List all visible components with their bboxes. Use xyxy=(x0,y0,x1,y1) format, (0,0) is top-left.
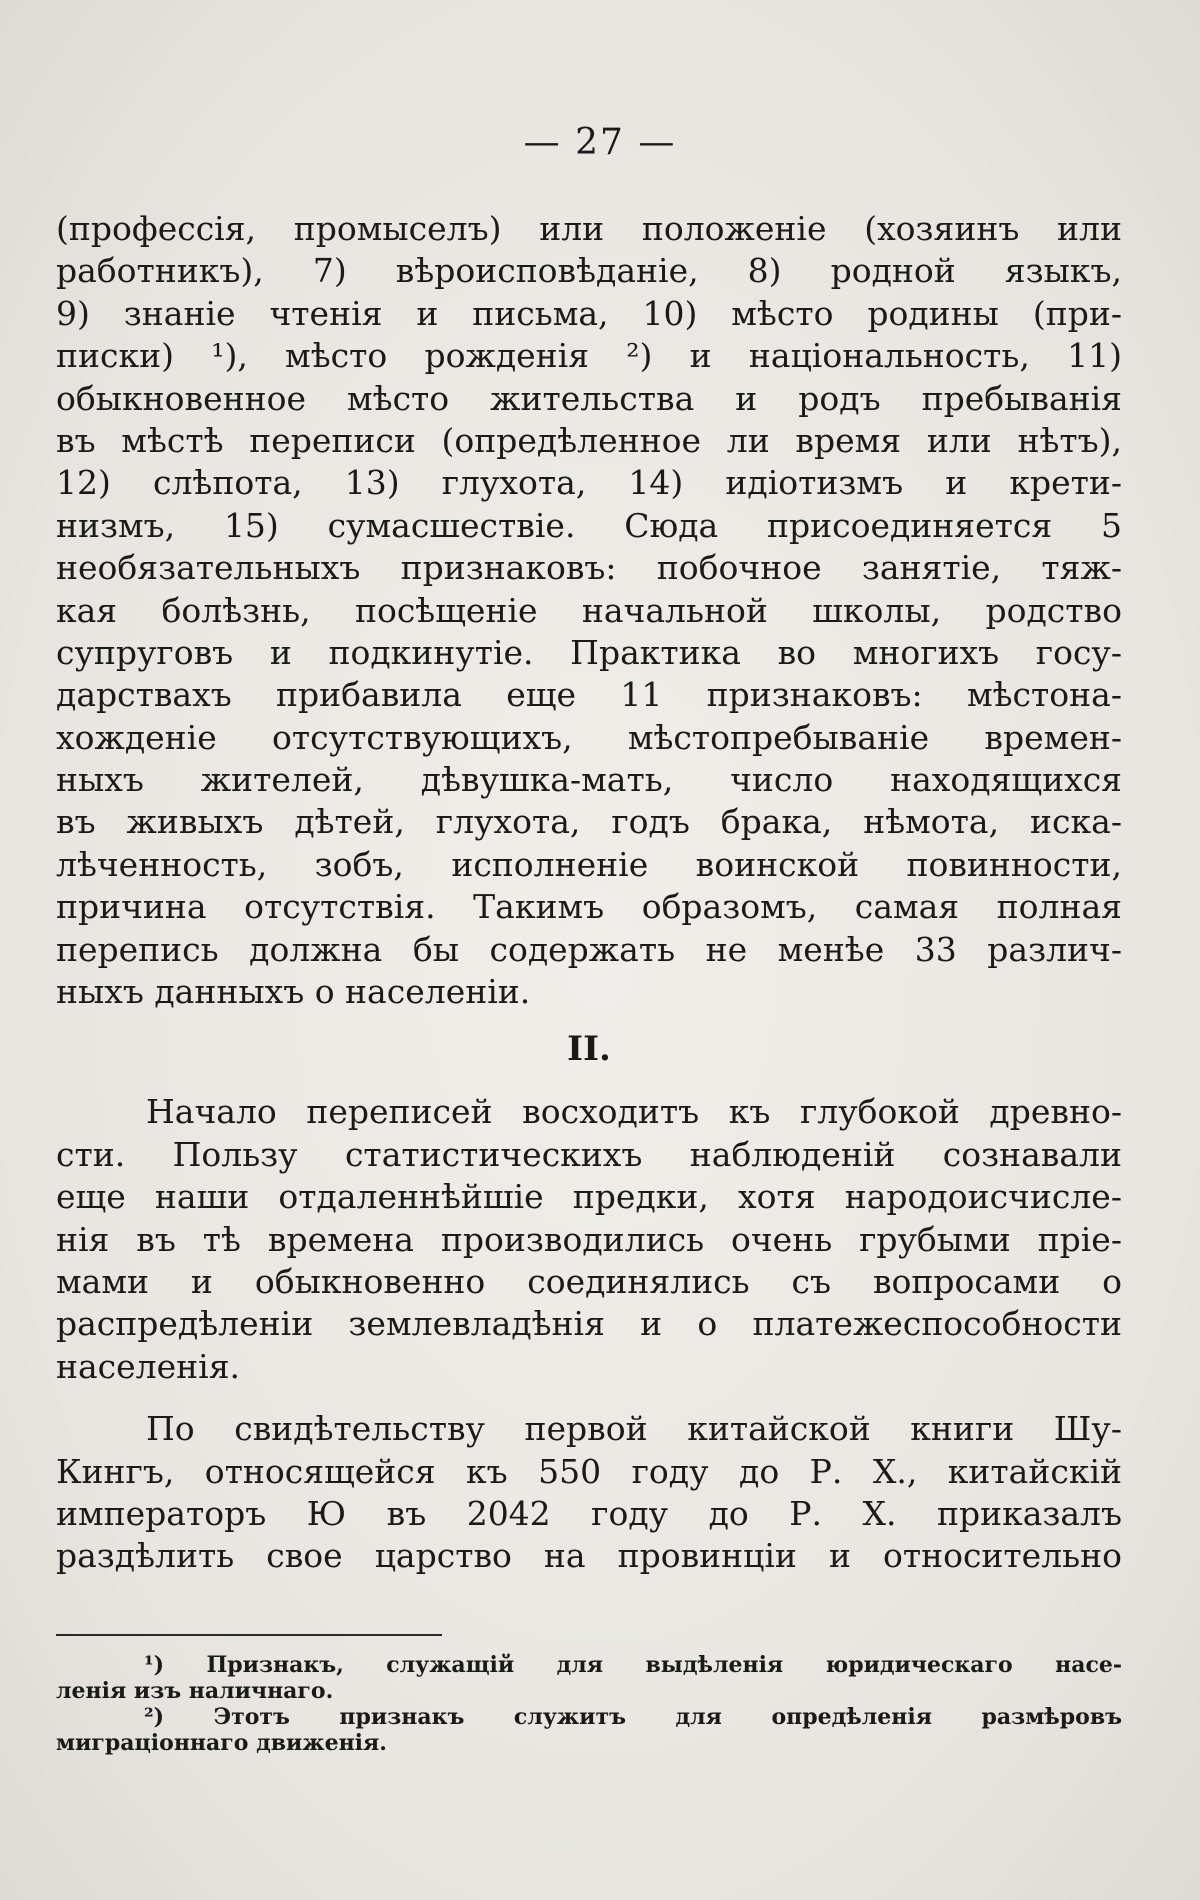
text-line: ныхъ жителей, дѣвушка-мать, число находящихся xyxy=(56,760,1122,800)
page-number: — 27 — xyxy=(523,122,677,163)
text-line: супруговъ и подкинутіе. Практика во многихъ госу- xyxy=(56,632,1122,672)
text-line: перепись должна бы содержать не менѣе 33 различ- xyxy=(56,929,1122,969)
text-line: Начало переписей восходитъ къ глубокой древно- xyxy=(146,1092,1122,1132)
text-line: дарствахъ прибавила еще 11 признаковъ: мѣстона- xyxy=(56,675,1122,715)
text-line: еще наши отдаленнѣйшіе предки, хотя народоисчисле- xyxy=(56,1177,1122,1217)
section2-paragraph-2 xyxy=(56,1408,1122,1578)
text-line: необязательныхъ признаковъ: побочное занятіе, тяж- xyxy=(56,548,1122,588)
text-line: обыкновенное мѣсто жительства и родъ пребыванія xyxy=(56,378,1122,418)
text-line: кая болѣзнь, посѣщеніе начальной школы, родство xyxy=(56,590,1122,630)
text-line: распредѣленіи землевладѣнія и о платежеспособности xyxy=(56,1304,1122,1344)
text-line: писки) ¹), мѣсто рожденія ²) и національность, 11) xyxy=(56,336,1122,376)
footnote-line: ²) Этотъ признакъ служитъ для опредѣленія размѣровъ xyxy=(144,1704,1122,1730)
text-line: лѣченность, зобъ, исполненіе воинской повинности, xyxy=(56,844,1122,884)
text-line: причина отсутствія. Такимъ образомъ, самая полная xyxy=(56,887,1122,927)
text-line: ныхъ данныхъ о населеніи. xyxy=(56,972,531,1012)
text-line: (профессія, промыселъ) или положеніе (хозяинъ или xyxy=(56,209,1122,248)
paragraph-gap xyxy=(56,1388,1122,1408)
main-text xyxy=(56,208,1122,1578)
footnote-rule xyxy=(56,1634,442,1636)
text-line: мами и обыкновенно соединялись съ вопросами о xyxy=(56,1261,1122,1301)
footnote-line: ¹) Признакъ, служащій для выдѣленія юридическаго насе- xyxy=(144,1652,1122,1678)
text-line: низмъ, 15) сумасшествіе. Сюда присоединяется 5 xyxy=(56,505,1122,545)
text-line: въ мѣстѣ переписи (опредѣленное ли время или нѣтъ), xyxy=(56,420,1122,460)
footnote-line: миграціоннаго движенія. xyxy=(56,1730,387,1756)
text-line: 12) слѣпота, 13) глухота, 14) идіотизмъ и крети- xyxy=(56,463,1122,503)
section2-paragraph-1 xyxy=(56,1091,1122,1388)
text-line: хожденіе отсутствующихъ, мѣстопребываніе времен- xyxy=(56,717,1122,757)
text-line: императоръ Ю въ 2042 году до Р. Х. приказалъ xyxy=(56,1493,1122,1533)
text-line: раздѣлить свое царство на провинціи и относительно xyxy=(56,1536,1122,1576)
footnotes xyxy=(56,1652,1122,1756)
text-line: нія въ тѣ времена производились очень грубыми пріе- xyxy=(56,1219,1122,1259)
section-heading: II. xyxy=(567,1029,611,1070)
text-line: въ живыхъ дѣтей, глухота, годъ брака, нѣмота, иска- xyxy=(56,802,1122,842)
text-line: работникъ), 7) вѣроисповѣданіе, 8) родной языкъ, xyxy=(56,251,1122,291)
text-line: населенія. xyxy=(56,1346,241,1386)
section1-paragraph xyxy=(56,208,1122,1013)
text-line: Кингъ, относящейся къ 550 году до Р. Х., китайскій xyxy=(56,1451,1122,1491)
footnote-line: ленія изъ наличнаго. xyxy=(56,1678,334,1704)
text-line: 9) знаніе чтенія и письма, 10) мѣсто родины (при- xyxy=(56,293,1122,333)
text-line: По свидѣтельству первой китайской книги Шу- xyxy=(146,1409,1122,1449)
text-line: сти. Пользу статистическихъ наблюденій сознавали xyxy=(56,1134,1122,1174)
